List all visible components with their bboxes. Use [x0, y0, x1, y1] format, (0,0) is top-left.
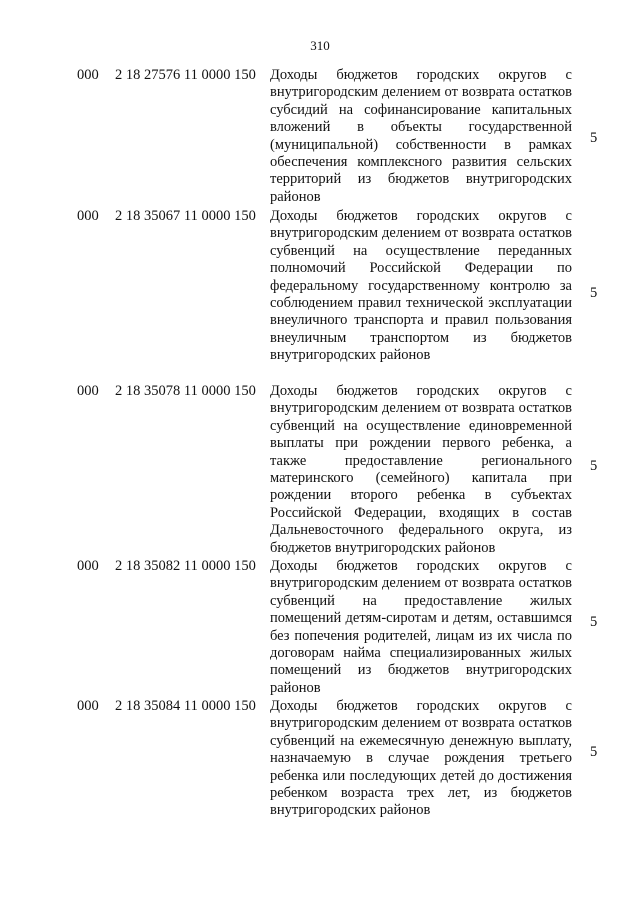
kbk-code: 2 18 27576 11 0000 150 [115, 67, 256, 83]
admin-code: 000 [77, 383, 99, 399]
kbk-code: 2 18 35067 11 0000 150 [115, 208, 256, 224]
row-amount: 5 [590, 285, 598, 301]
budget-code-table [0, 67, 640, 823]
admin-code: 000 [77, 698, 99, 714]
admin-code: 000 [77, 558, 99, 574]
table-row [0, 383, 640, 558]
kbk-code: 2 18 35078 11 0000 150 [115, 383, 256, 399]
row-description: Доходы бюджетов городских округов с внутригородским делением от возврата остатков субвенций на осуществление единовременной выплаты при рождении первого ребенка, а также предоставление регионального материнского (семейного) капитала при рождении второго ребенка в субъектах Российской Федерации, входящих в состав Дальневосточного федерального округа, из бюджетов внутригородских районов [270, 383, 572, 556]
row-description: Доходы бюджетов городских округов с внутригородским делением от возврата остатков субсидий на софинансирование капитальных вложений в объекты государственной (муниципальной) собственности в рамках обеспечения комплексного развития сельских территорий из бюджетов внутригородских районов [270, 67, 572, 205]
row-description: Доходы бюджетов городских округов с внутригородским делением от возврата остатков субвенций на осуществление переданных полномочий Российской Федерации по федеральному государственному контролю за соблюдением правил технической эксплуатации внеуличного транспорта и правил пользования внеуличным транспортом из бюджетов внутригородских районов [270, 208, 572, 364]
admin-code: 000 [77, 208, 99, 224]
page-number: 310 [310, 38, 330, 53]
kbk-code: 2 18 35084 11 0000 150 [115, 698, 256, 714]
row-amount: 5 [590, 614, 598, 630]
table-row [0, 208, 640, 383]
table-row [0, 67, 640, 208]
row-amount: 5 [590, 458, 598, 474]
table-row [0, 558, 640, 698]
row-amount: 5 [590, 744, 598, 760]
row-description: Доходы бюджетов городских округов с внутригородским делением от возврата остатков субвенций на ежемесячную денежную выплату, назначаемую в случае рождения третьего ребенка или последующих детей до достижения ребенком возраста трех лет, из бюджетов внутригородских районов [270, 698, 572, 819]
kbk-code: 2 18 35082 11 0000 150 [115, 558, 256, 574]
row-amount: 5 [590, 130, 598, 146]
admin-code: 000 [77, 67, 99, 83]
table-row [0, 698, 640, 823]
row-description: Доходы бюджетов городских округов с внутригородским делением от возврата остатков субвенций на предоставление жилых помещений детям-сиротам и детям, оставшимся без попечения родителей, лицам из их числа по договорам найма специализированных жилых помещений из бюджетов внутригородских районов [270, 558, 572, 696]
